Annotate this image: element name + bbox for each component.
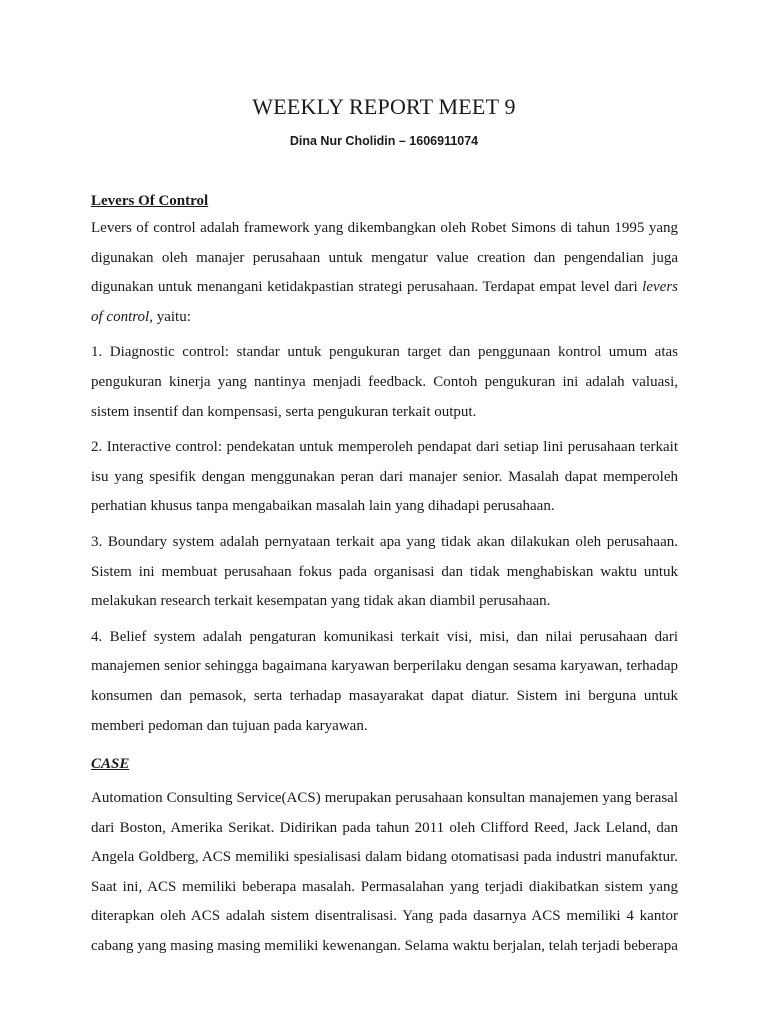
intro-text-end: yaitu: [152,308,191,325]
list-item-interactive: 2. Interactive control: pendekatan untuk memperoleh pendapat dari setiap lini perusahaan terkait isu yang spesifik dengan menggunakan peran dari manajer senior. Masalah dapat memperoleh perhatian khusus tanpa mengabaikan masalah lain yang dihadapi perusahaan. [91,439,678,515]
section-heading-case: CASE [91,756,130,773]
case-paragraph: Automation Consulting Service(ACS) merupakan perusahaan konsultan manajemen yang berasal dari Boston, Amerika Serikat. Didirikan pada tahun 2011 oleh Clifford Reed, Jack Leland, dan Angela Goldberg, ACS memiliki spesialisasi dalam bidang otomatisasi pada industri manufaktur. Saat ini, ACS memiliki beberapa masalah. Permasalahan yang terjadi diakibatkan sistem yang diterapkan oleh ACS adalah sistem disentralisasi. Yang pada dasarnya ACS memiliki 4 kantor cabang yang masing masing memiliki kewenangan. Selama waktu berjalan, telah terjadi beberapa [91,790,678,955]
author-line: Dina Nur Cholidin – 1606911074 [289,134,479,148]
list-item-belief: 4. Belief system adalah pengaturan komunikasi terkait visi, misi, dan nilai perusahaan dari manajemen senior sehingga bagaimana karyawan berperilaku dengan sesama karyawan, terhadap konsumen dan pemasok, serta terhadap masayarakat dapat diatur. Sistem ini berguna untuk memberi pedoman dan tujuan pada karyawan. [91,628,678,734]
list-item-boundary: 3. Boundary system adalah pernyataan terkait apa yang tidak akan dilakukan oleh perusahaan. Sistem ini membuat perusahaan fokus pada organisasi dan tidak menghabiskan waktu untuk melakukan research terkait kesempatan yang tidak akan diambil perusahaan. [91,533,678,610]
document-title: WEEKLY REPORT MEET 9 [252,94,516,119]
section-heading-levers: Levers Of Control [91,193,209,209]
intro-text: Levers of control adalah framework yang dikembangkan oleh Robet Simons di tahun 1995 yang digunakan oleh manajer perusahaan untuk mengatur value creation dan pengendalian juga digunakan untuk menangani ketidakpastian strategi perusahaan. Terdapat empat level dari [91,220,678,296]
document-body [91,190,678,968]
list-item-diagnostic: 1. Diagnostic control: standar untuk pengukuran target dan penggunaan kontrol umum atas pengukuran kinerja yang nantinya menjadi feedback. Contoh pengukuran ini adalah valuasi, sistem insentif dan kompensasi, serta pengukuran terkait output. [91,344,678,420]
intro-paragraph [91,214,678,332]
intro-italic-term: levers of control, [91,279,678,325]
